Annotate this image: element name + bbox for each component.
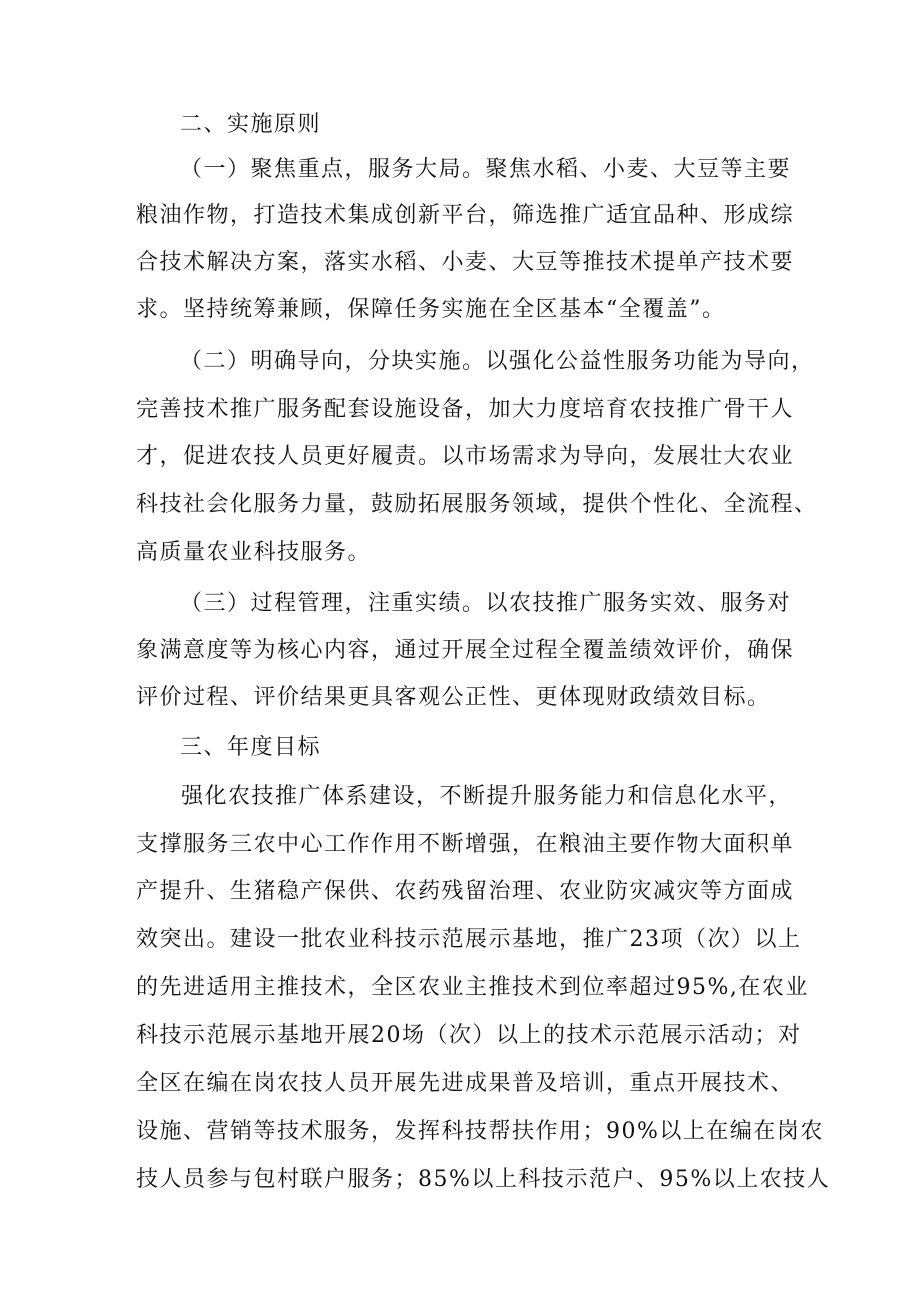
paragraph-line: 全区在编在岗农技人员开展先进成果普及培训，重点开展技术、 <box>136 1071 795 1096</box>
paragraph-line: 科技社会化服务力量，鼓励拓展服务领域，提供个性化、全流程、 <box>136 492 818 517</box>
section-heading-annual-goals: 三、年度目标 <box>180 735 322 760</box>
section-heading-principles: 二、实施原则 <box>180 112 322 137</box>
paragraph-line: 高质量农业科技服务。 <box>136 540 372 565</box>
paragraph-line: 效突出。建设一批农业科技示范展示基地，推广23项（次）以上 <box>136 927 802 952</box>
paragraph-line: 技人员参与包村联户服务；85%以上科技示范户、95%以上农技人 <box>136 1167 831 1192</box>
paragraph-line: 合技术解决方案，落实水稻、小麦、大豆等推技术提单产技术要 <box>136 250 795 275</box>
paragraph-line: 粮油作物，打造技术集成创新平台，筛选推广适宜品种、形成综 <box>136 203 795 228</box>
paragraph-line: 科技示范展示基地开展20场（次）以上的技术示范展示活动；对 <box>136 1023 802 1048</box>
paragraph-line: 产提升、生猪稳产保供、农药残留治理、农业防灾减灾等方面成 <box>136 879 795 904</box>
paragraph-line: 强化农技推广体系建设，不断提升服务能力和信息化水平， <box>181 784 793 809</box>
paragraph-line: 设施、营销等技术服务，发挥科技帮扶作用；90%以上在编在岗农 <box>136 1119 824 1144</box>
paragraph-line: 评价过程、评价结果更具客观公正性、更体现财政绩效目标。 <box>136 685 771 710</box>
paragraph-line: 完善技术推广服务配套设施设备，加大力度培育农技推广骨干人 <box>136 397 795 422</box>
paragraph-line: （一）聚焦重点，服务大局。聚焦水稻、小麦、大豆等主要 <box>180 157 792 182</box>
paragraph-line: 象满意度等为核心内容，通过开展全过程全覆盖绩效评价，确保 <box>136 638 795 663</box>
paragraph-line: 支撑服务三农中心工作作用不断增强，在粮油主要作物大面积单 <box>136 832 795 857</box>
paragraph-line: 求。坚持统筹兼顾，保障任务实施在全区基本“全覆盖”。 <box>136 297 726 322</box>
paragraph-line: 才，促进农技人员更好履责。以市场需求为导向，发展壮大农业 <box>136 444 795 469</box>
paragraph-line: （二）明确导向，分块实施。以强化公益性服务功能为导向， <box>180 349 815 374</box>
paragraph-line: （三）过程管理，注重实绩。以农技推广服务实效、服务对 <box>180 591 792 616</box>
paragraph-line: 的先进适用主推技术，全区农业主推技术到位率超过95%,在农业 <box>136 975 809 1000</box>
